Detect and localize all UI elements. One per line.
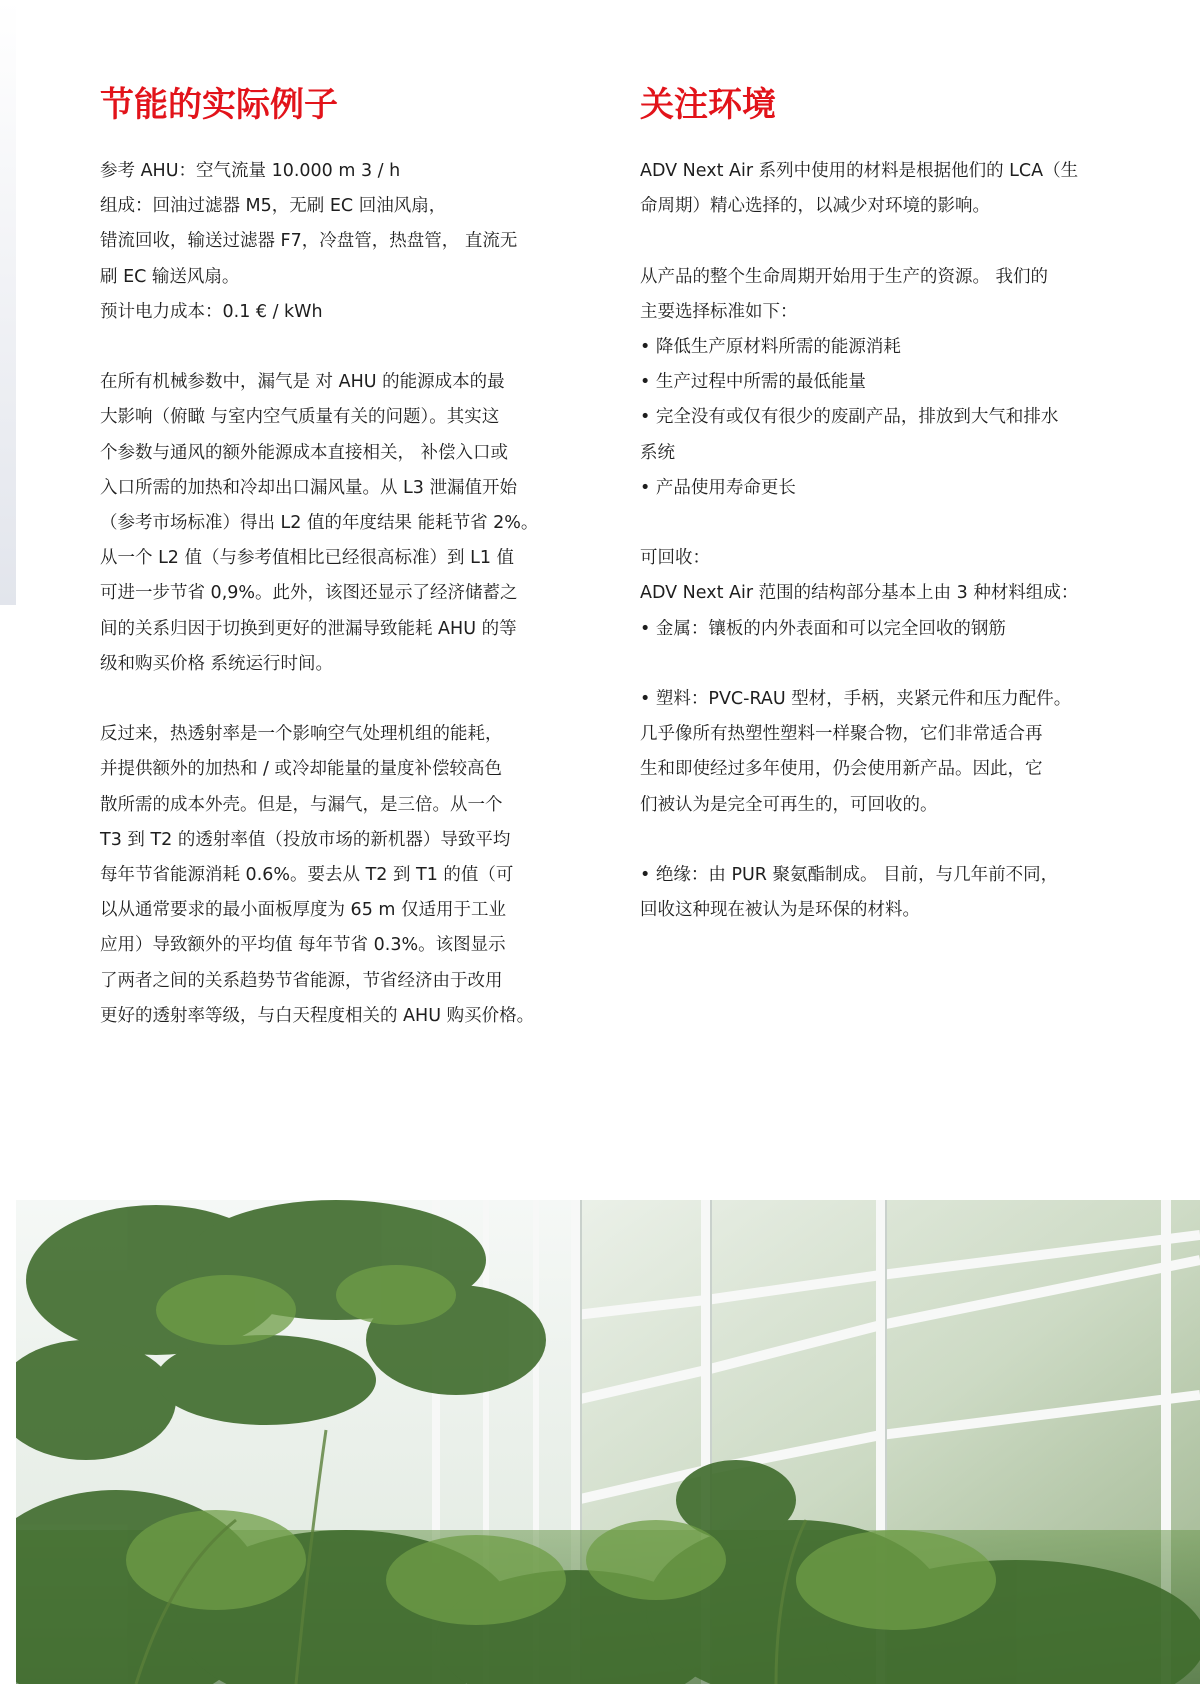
environment-body [640,154,1120,928]
body-line: （参考市场标准）得出 L2 值的年度结果 能耗节省 2%。 [100,513,539,534]
body-line: ADV Next Air 系列中使用的材料是根据他们的 LCA（生 [640,161,1079,181]
body-line: 并提供额外的加热和 / 或冷却能量的量度补偿较高色 [100,759,503,780]
environment-heading: 关注环境 [640,85,776,125]
energy-saving-heading: 节能的实际例子 [100,85,338,125]
body-line: 刷 EC 输送风扇。 [100,266,240,287]
body-line: 以从通常要求的最小面板厚度为 65 m 仅适用于工业 [100,900,507,921]
body-line: 大影响（俯瞰 与室内空气质量有关的问题）。其实这 [100,407,500,428]
body-line: 预计电力成本：0.1 € / kWh [100,301,323,322]
body-line: 在所有机械参数中，漏气是 对 AHU 的能源成本的最 [100,372,505,393]
body-line: 命周期）精心选择的，以减少对环境的影响。 [640,196,990,217]
energy-saving-body [100,154,590,1034]
energy-saving-example-section [100,82,590,1034]
paragraph-gap [640,647,1120,682]
body-line: 应用）导致额外的平均值 每年节省 0.3%。该图显示 [100,935,506,956]
greenhouse-window-photo [16,1200,1200,1684]
bullet-item: • 金属：镶板的内外表面和可以完全回收的钢筋 [640,618,1006,639]
bullet-item: • 绝缘：由 PUR 聚氨酯制成。 目前，与几年前不同， [640,865,1059,885]
body-line: 从产品的整个生命周期开始用于生产的资源。 我们的 [640,266,1049,287]
body-line: 散所需的成本外壳。但是，与漏气，是三倍。从一个 [100,794,503,815]
body-line: T3 到 T2 的透射率值（投放市场的新机器）导致平均 [100,829,511,850]
body-line: 了两者之间的关系趋势节省能源，节省经济由于改用 [100,970,503,991]
body-line: 个参数与通风的额外能源成本直接相关， 补偿入口或 [100,442,509,463]
paragraph-gap [100,682,590,717]
body-line: 可回收： [640,548,710,569]
body-line: 参考 AHU：空气流量 10.000 m 3 / h [100,161,401,181]
body-line: 们被认为是完全可再生的，可回收的。 [640,794,938,815]
bullet-item: • 塑料：PVC-RAU 型材，手柄，夹紧元件和压力配件。 [640,689,1072,709]
body-line: 错流回收，输送过滤器 F7，冷盘管，热盘管， 直流无 [100,231,518,252]
body-line: ADV Next Air 范围的结构部分基本上由 3 种材料组成： [640,583,1079,604]
environment-focus-section [640,82,1120,928]
left-edge-gradient [0,0,16,605]
body-line: 间的关系归因于切换到更好的泄漏导致能耗 AHU 的等 [100,618,517,639]
body-line: 可进一步节省 0,9%。此外，该图还显示了经济储蓄之 [100,583,518,604]
paragraph-gap [640,224,1120,259]
body-line: 更好的透射率等级，与白天程度相关的 AHU 购买价格。 [100,1005,535,1026]
body-line: 生和即使经过多年使用，仍会使用新产品。因此，它 [640,759,1043,780]
bullet-item: • 生产过程中所需的最低能量 [640,372,866,393]
body-line: 反过来，热透射率是一个影响空气处理机组的能耗， [100,724,503,745]
paragraph-gap [100,330,590,365]
bullet-item: • 完全没有或仅有很少的废副产品，排放到大气和排水 [640,407,1059,428]
body-line: 系统 [640,442,675,463]
paragraph-gap [640,823,1120,858]
bullet-item: • 产品使用寿命更长 [640,477,796,498]
body-line: 从一个 L2 值（与参考值相比已经很高标准）到 L1 值 [100,548,515,569]
body-line: 入口所需的加热和冷却出口漏风量。从 L3 泄漏值开始 [100,477,518,498]
body-line: 每年节省能源消耗 0.6%。要去从 T2 到 T1 的值（可 [100,865,514,886]
paragraph-gap [640,506,1120,541]
body-line: 组成：回油过滤器 M5，无刷 EC 回油风扇， [100,196,447,217]
body-line: 级和购买价格 系统运行时间。 [100,653,334,674]
bullet-item: • 降低生产原材料所需的能源消耗 [640,337,901,357]
body-line: 回收这种现在被认为是环保的材料。 [640,900,920,921]
body-line: 主要选择标准如下： [640,301,798,322]
body-line: 几乎像所有热塑性塑料一样聚合物，它们非常适合再 [640,724,1043,745]
